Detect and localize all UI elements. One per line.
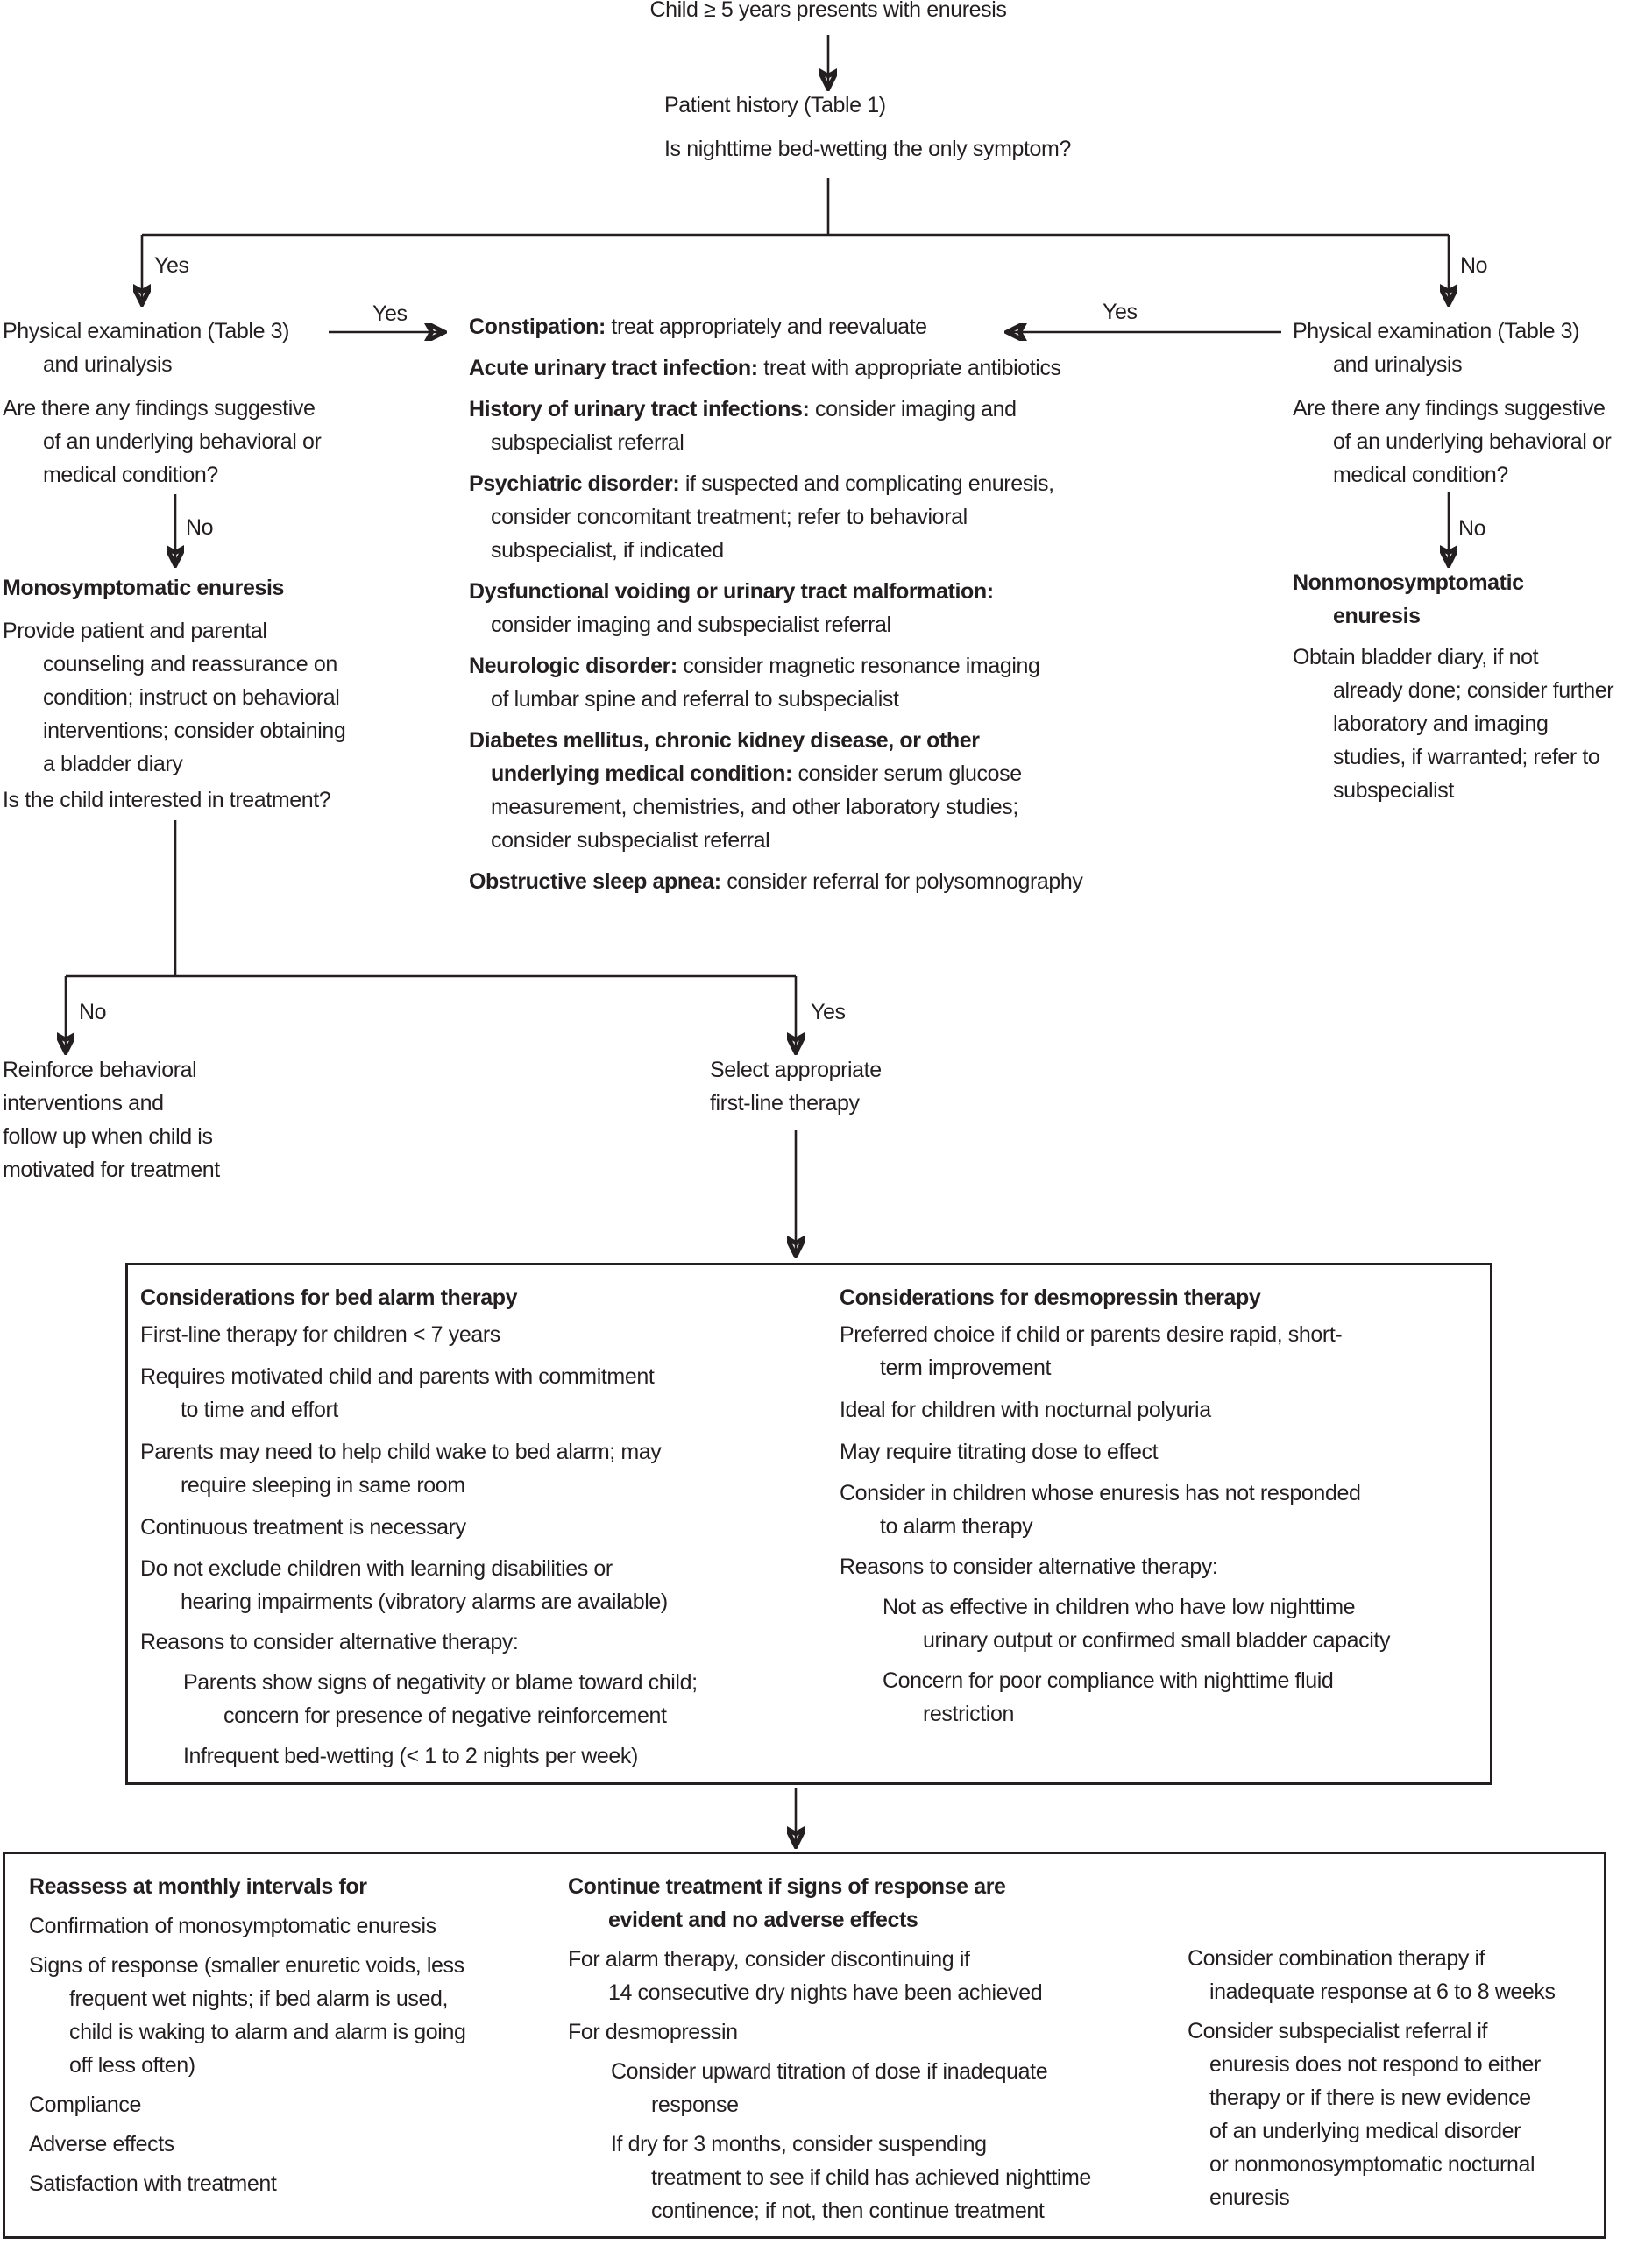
text-line: Consider upward titration of dose if inadequate (611, 2059, 1048, 2084)
text-line: counseling and reassurance on (43, 652, 337, 676)
text-line: Infrequent bed-wetting (< 1 to 2 nights per week) (183, 1744, 638, 1768)
label-no-exam-left (186, 511, 213, 544)
text-line: Consider combination therapy if (1188, 1946, 1485, 1971)
text-line: No (186, 515, 214, 540)
node-exam-left (3, 315, 321, 492)
text-line: consider subspecialist referral (491, 828, 770, 853)
text-line: 14 consecutive dry nights have been achieved (608, 1980, 1043, 2005)
text-line: Signs of response (smaller enuretic voids, less (29, 1953, 464, 1978)
text-line: Parents show signs of negativity or blame toward child; (183, 1670, 698, 1695)
text-line: of an underlying behavioral or (43, 429, 322, 454)
text-line: Monosymptomatic enuresis (3, 576, 285, 600)
text-line: Consider in children whose enuresis has not responded (840, 1481, 1361, 1505)
text-line: a bladder diary (43, 752, 183, 776)
text-line: Constipation: treat appropriately and reevaluate (469, 315, 927, 339)
text-line: Consider subspecialist referral if (1188, 2019, 1488, 2043)
text-line: Child ≥ 5 years presents with enuresis (649, 0, 1007, 22)
text-line: Provide patient and parental (3, 619, 267, 643)
text-line: Requires motivated child and parents with commitment (140, 1364, 655, 1389)
text-line: require sleeping in same room (181, 1473, 465, 1498)
text-line: Continuous treatment is necessary (140, 1515, 466, 1540)
text-line: response (651, 2093, 739, 2117)
text-line: Select appropriate (710, 1058, 882, 1082)
text-line: therapy or if there is new evidence (1209, 2086, 1531, 2110)
text-line: frequent wet nights; if bed alarm is used, (69, 1987, 449, 2011)
text-line: Obtain bladder diary, if not (1293, 645, 1539, 669)
text-line: No (1458, 516, 1486, 541)
text-line: Diabetes mellitus, chronic kidney disease, or other (469, 728, 980, 753)
label-yes-exam-left (372, 297, 408, 330)
text-line: term improvement (880, 1356, 1052, 1380)
text-line: enuresis (1333, 604, 1421, 628)
text-line: Satisfaction with treatment (29, 2171, 277, 2196)
text-line: Yes (811, 1000, 846, 1024)
text-line: For desmopressin (568, 2020, 738, 2044)
text-line: Yes (372, 301, 408, 326)
text-line: of an underlying behavioral or (1333, 429, 1612, 454)
text-line: Adverse effects (29, 2132, 174, 2156)
node-nonmonosymptomatic (1293, 566, 1613, 807)
text-line: Reinforce behavioral (3, 1058, 197, 1082)
text-line: treatment to see if child has achieved nighttime (651, 2165, 1091, 2190)
node-monosymptomatic (3, 571, 345, 817)
text-line: For alarm therapy, consider discontinuing if (568, 1947, 970, 1972)
text-line: of lumbar spine and referral to subspecialist (491, 687, 899, 712)
text-line: Concern for poor compliance with nighttime fluid (883, 1668, 1334, 1693)
text-line: enuresis does not respond to either (1209, 2052, 1541, 2077)
text-line: Acute urinary tract infection: treat with appropriate antibiotics (469, 356, 1061, 380)
text-line: Yes (154, 253, 189, 278)
text-line: History of urinary tract infections: consider imaging and (469, 397, 1017, 421)
text-line: restriction (923, 1702, 1014, 1726)
label-no-exam-right (1458, 512, 1485, 545)
node-exam-right (1293, 315, 1611, 492)
box-bed-alarm-considerations (140, 1281, 698, 1773)
text-line: studies, if warranted; refer to (1333, 745, 1600, 769)
text-line: Yes (1103, 300, 1138, 324)
text-line: If dry for 3 months, consider suspending (611, 2132, 987, 2156)
text-line: urinary output or confirmed small bladder capacity (923, 1628, 1391, 1653)
text-line: interventions and (3, 1091, 164, 1115)
text-line: inadequate response at 6 to 8 weeks (1209, 1979, 1556, 2004)
text-line: May require titrating dose to effect (840, 1440, 1159, 1464)
node-reinforce (3, 1053, 220, 1186)
text-line: Nonmonosymptomatic (1293, 570, 1524, 595)
text-line: Reasons to consider alternative therapy: (840, 1555, 1218, 1579)
text-line: medical condition? (43, 463, 218, 487)
label-no-interest (79, 995, 106, 1029)
text-line: subspecialist referral (491, 430, 684, 455)
text-line: Physical examination (Table 3) (3, 319, 290, 343)
text-line: of an underlying medical disorder (1209, 2119, 1521, 2143)
node-patient-history (664, 89, 1071, 166)
text-line: Dysfunctional voiding or urinary tract malformation: (469, 579, 994, 604)
box-reassess-column (29, 1870, 465, 2200)
box-continue-column (568, 1870, 1091, 2227)
text-line: Ideal for children with nocturnal polyuria (840, 1398, 1211, 1422)
text-line: off less often) (69, 2053, 195, 2078)
text-line: Do not exclude children with learning disabilities or (140, 1556, 613, 1581)
text-line: already done; consider further (1333, 678, 1614, 703)
text-line: Compliance (29, 2093, 142, 2117)
text-line: Physical examination (Table 3) (1293, 319, 1580, 343)
text-line: consider imaging and subspecialist referral (491, 613, 891, 637)
text-line: concern for presence of negative reinforcement (223, 1703, 667, 1728)
text-line: subspecialist (1333, 778, 1454, 803)
text-line: No (79, 1000, 107, 1024)
text-line: Not as effective in children who have low nighttime (883, 1595, 1356, 1619)
text-line: Considerations for bed alarm therapy (140, 1285, 518, 1310)
text-line: Obstructive sleep apnea: consider referral for polysomnography (469, 869, 1083, 894)
text-line: Considerations for desmopressin therapy (840, 1285, 1261, 1310)
text-line: Neurologic disorder: consider magnetic resonance imaging (469, 654, 1040, 678)
label-yes-exam-right (1103, 295, 1138, 329)
text-line: underlying medical condition: consider serum glucose (491, 761, 1022, 786)
text-line: or nonmonosymptomatic nocturnal (1209, 2152, 1535, 2177)
text-line: laboratory and imaging (1333, 712, 1549, 736)
text-line: Is nighttime bed-wetting the only symptom? (664, 137, 1071, 161)
label-no-right-branch (1460, 249, 1487, 282)
node-root (649, 0, 1006, 26)
text-line: medical condition? (1333, 463, 1508, 487)
box-combination-column (1188, 1942, 1556, 2214)
text-line: to time and effort (181, 1398, 338, 1422)
text-line: child is waking to alarm and alarm is going (69, 2020, 466, 2044)
text-line: Are there any findings suggestive (3, 396, 316, 421)
text-line: interventions; consider obtaining (43, 719, 346, 743)
text-line: follow up when child is (3, 1124, 213, 1149)
text-line: hearing impairments (vibratory alarms are available) (181, 1590, 668, 1614)
node-select-therapy (710, 1053, 882, 1120)
box-desmopressin-considerations (840, 1281, 1390, 1731)
text-line: Confirmation of monosymptomatic enuresis (29, 1914, 436, 1938)
text-line: motivated for treatment (3, 1158, 220, 1182)
text-line: Reassess at monthly intervals for (29, 1874, 367, 1899)
text-line: Patient history (Table 1) (664, 93, 886, 117)
node-condition-list (469, 310, 1083, 898)
text-line: first-line therapy (710, 1091, 860, 1115)
text-line: continence; if not, then continue treatment (651, 2199, 1045, 2223)
text-line: Parents may need to help child wake to bed alarm; may (140, 1440, 662, 1464)
text-line: condition; instruct on behavioral (43, 685, 340, 710)
text-line: Are there any findings suggestive (1293, 396, 1606, 421)
text-line: Continue treatment if signs of response are (568, 1874, 1006, 1899)
label-yes-interest (811, 995, 846, 1029)
text-line: Preferred choice if child or parents desire rapid, short- (840, 1322, 1343, 1347)
text-line: Psychiatric disorder: if suspected and complicating enuresis, (469, 471, 1054, 496)
text-line: to alarm therapy (880, 1514, 1033, 1539)
text-line: and urinalysis (1333, 352, 1463, 377)
text-line: enuresis (1209, 2185, 1290, 2210)
text-line: No (1460, 253, 1488, 278)
label-yes-left-branch (154, 249, 189, 282)
text-line: evident and no adverse effects (608, 1908, 918, 1932)
text-line: subspecialist, if indicated (491, 538, 724, 563)
text-line: and urinalysis (43, 352, 173, 377)
text-line: consider concomitant treatment; refer to behavioral (491, 505, 968, 529)
text-line: Reasons to consider alternative therapy: (140, 1630, 519, 1654)
text-line: Is the child interested in treatment? (3, 788, 331, 812)
text-line: First-line therapy for children < 7 years (140, 1322, 500, 1347)
text-line: measurement, chemistries, and other laboratory studies; (491, 795, 1018, 819)
